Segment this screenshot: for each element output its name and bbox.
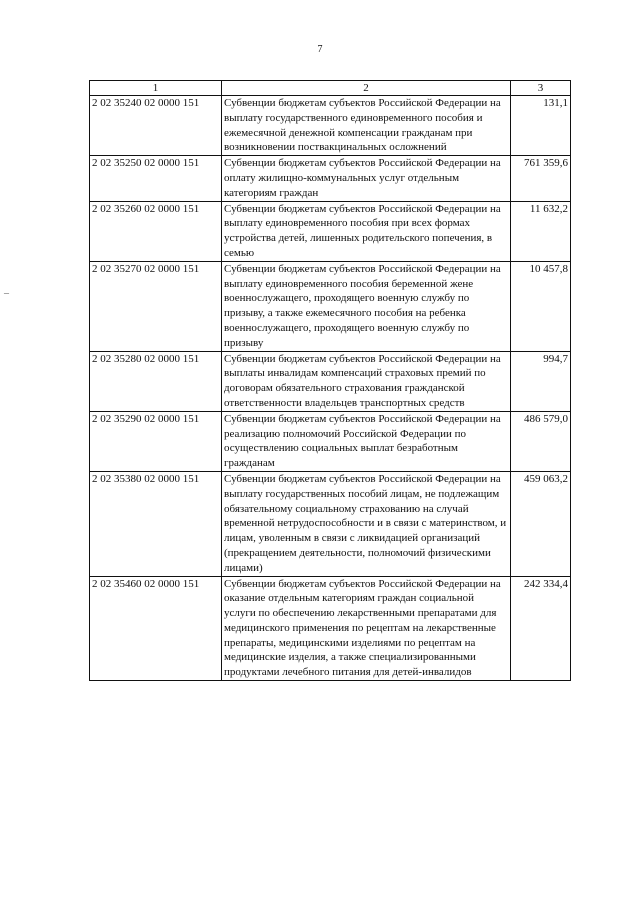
header-cell-description: 2	[222, 81, 511, 96]
row-amount: 10 457,8	[511, 261, 571, 351]
budget-code: 2 02 35250 02 0000 151	[90, 156, 222, 201]
row-description: Субвенции бюджетам субъектов Российской Федерации на выплату государственного единовременного пособия и ежемесячной денежной компенсации гражданам при возникновении поствакцинальных осложнений	[222, 96, 511, 156]
row-amount: 11 632,2	[511, 201, 571, 261]
row-description: Субвенции бюджетам субъектов Российской Федерации на выплату государственных пособий лицам, не подлежащим обязательному социальному страхованию на случай временной нетрудоспособности и в связи с материнством, и лицам, уволенным в связи с ликвидацией организаций (прекращением деятельности, полномочий физическими лицами)	[222, 471, 511, 576]
budget-code: 2 02 35260 02 0000 151	[90, 201, 222, 261]
budget-code: 2 02 35270 02 0000 151	[90, 261, 222, 351]
table-row	[90, 471, 571, 576]
budget-code: 2 02 35460 02 0000 151	[90, 576, 222, 681]
row-amount: 761 359,6	[511, 156, 571, 201]
table-row	[90, 411, 571, 471]
table-row	[90, 201, 571, 261]
page-number: 7	[317, 44, 323, 55]
row-amount: 486 579,0	[511, 411, 571, 471]
row-description: Субвенции бюджетам субъектов Российской Федерации на выплату единовременного пособия беременной жене военнослужащего, проходящего военную службу по призыву, а также ежемесячного пособия на ребенка военнослужащего, проходящего военную службу по призыву	[222, 261, 511, 351]
budget-code: 2 02 35290 02 0000 151	[90, 411, 222, 471]
table-header-row	[90, 81, 571, 96]
header-cell-amount: 3	[511, 81, 571, 96]
row-amount: 994,7	[511, 351, 571, 411]
budget-code: 2 02 35380 02 0000 151	[90, 471, 222, 576]
row-description: Субвенции бюджетам субъектов Российской Федерации на выплаты инвалидам компенсаций страховых премий по договорам обязательного страхования гражданской ответственности владельцев транспортных средств	[222, 351, 511, 411]
row-amount: 131,1	[511, 96, 571, 156]
row-description: Субвенции бюджетам субъектов Российской Федерации на выплату единовременного пособия при всех формах устройства детей, лишенных родительского попечения, в семью	[222, 201, 511, 261]
table-row	[90, 576, 571, 681]
row-description: Субвенции бюджетам субъектов Российской Федерации на реализацию полномочий Российской Федерации по осуществлению социальных выплат безработным гражданам	[222, 411, 511, 471]
row-amount: 242 334,4	[511, 576, 571, 681]
budget-table	[89, 80, 571, 681]
table-row	[90, 261, 571, 351]
budget-code: 2 02 35240 02 0000 151	[90, 96, 222, 156]
header-cell-code: 1	[90, 81, 222, 96]
row-description: Субвенции бюджетам субъектов Российской Федерации на оплату жилищно-коммунальных услуг отдельным категориям граждан	[222, 156, 511, 201]
table-row	[90, 96, 571, 156]
row-description: Субвенции бюджетам субъектов Российской Федерации на оказание отдельным категориям граждан социальной услуги по обеспечению лекарственными препаратами для медицинского применения по рецептам на лекарственные препараты, медицинскими изделиями по рецептам на медицинские изделия, а также специализированными продуктами лечебного питания для детей-инвалидов	[222, 576, 511, 681]
margin-mark: –	[4, 288, 9, 299]
table-row	[90, 351, 571, 411]
row-amount: 459 063,2	[511, 471, 571, 576]
table-row	[90, 156, 571, 201]
budget-code: 2 02 35280 02 0000 151	[90, 351, 222, 411]
